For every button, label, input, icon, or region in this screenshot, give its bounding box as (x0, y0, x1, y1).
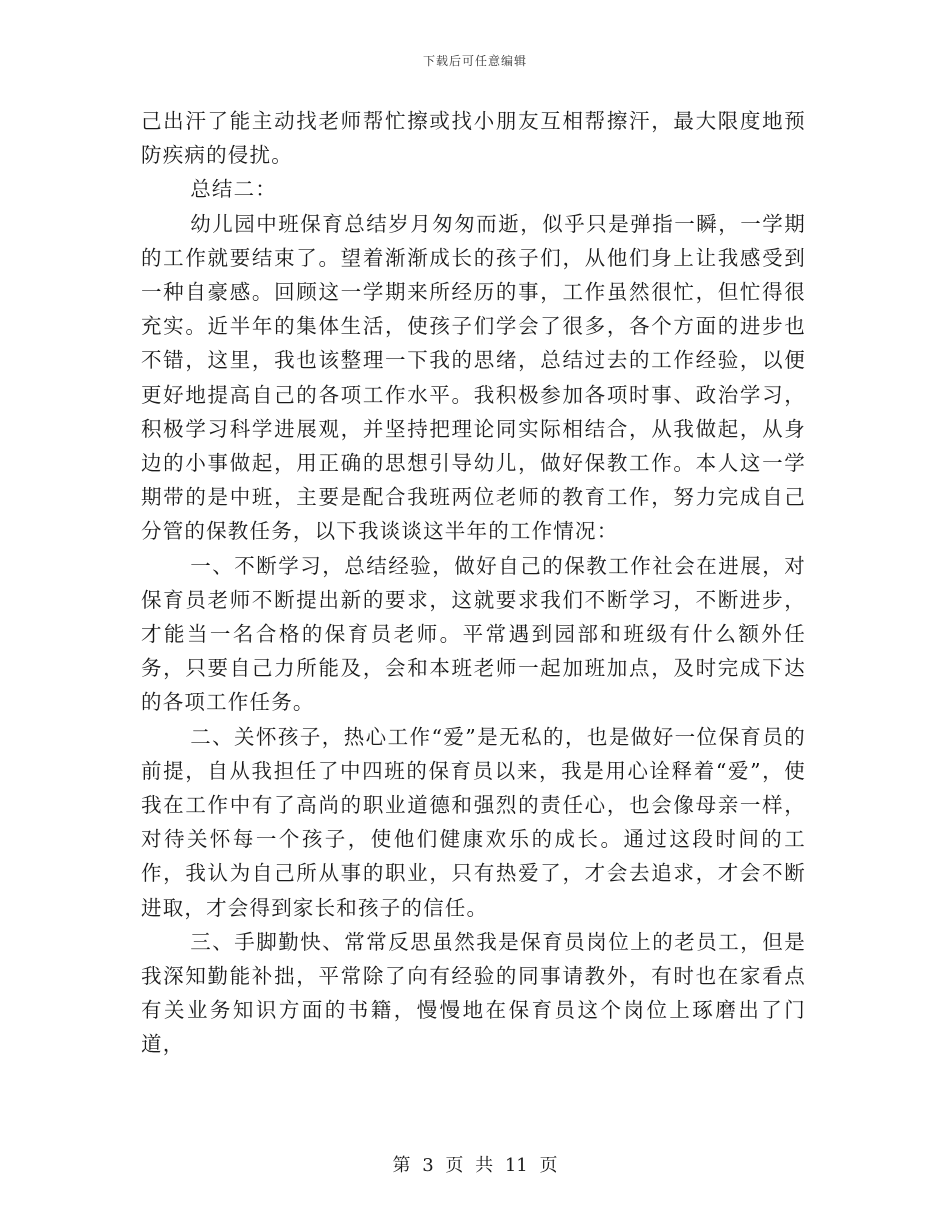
paragraph-point-one: 一、不断学习，总结经验，做好自己的保教工作社会在进展，对保育员老师不断提出新的要求，这就要求我们不断学习，不断进步，才能当一名合格的保育员老师。平常遇到园部和班级有什么额外任务，只要自己力所能及，会和本班老师一起加班加点，及时完成下达的各项工作任务。 (141, 553, 806, 715)
paragraph-intro: 幼儿园中班保育总结岁月匆匆而逝，似乎只是弹指一瞬，一学期的工作就要结束了。望着渐渐成长的孩子们，从他们身上让我感受到一种自豪感。回顾这一学期来所经历的事，工作虽然很忙，但忙得很充实。近半年的集体生活，使孩子们学会了很多，各个方面的进步也不错，这里，我也该整理一下我的思绪，总结过去的工作经验，以便更好地提高自己的各项工作水平。我积极参加各项时事、政治学习，积极学习科学进展观，并坚持把理论同实际相结合，从我做起，从身边的小事做起，用正确的思想引导幼儿，做好保教工作。本人这一学期带的是中班，主要是配合我班两位老师的教育工作，努力完成自己分管的保教任务，以下我谈谈这半年的工作情况： (141, 211, 806, 544)
document-body (141, 104, 806, 1062)
section-heading-summary-two: 总结二： (190, 177, 277, 202)
paragraph-point-three: 三、手脚勤快、常常反思虽然我是保育员岗位上的老员工，但是我深知勤能补拙，平常除了向有经验的同事请教外，有时也在家看点有关业务知识方面的书籍，慢慢地在保育员这个岗位上琢磨出了门道， (141, 929, 806, 1057)
paragraph-continuation: 己出汗了能主动找老师帮忙擦或找小朋友互相帮擦汗，最大限度地预防疾病的侵扰。 (141, 109, 806, 168)
page-header: 下载后可任意编辑 (422, 54, 527, 68)
page-number-footer: 第 3 页 共 11 页 (392, 1155, 558, 1176)
paragraph-point-two: 二、关怀孩子，热心工作“爱”是无私的，也是做好一位保育员的前提，自从我担任了中四班的保育员以来，我是用心诠释着“爱”，使我在工作中有了高尚的职业道德和强烈的责任心，也会像母亲一样，对待关怀每一个孩子，使他们健康欢乐的成长。通过这段时间的工作，我认为自己所从事的职业，只有热爱了，才会去追求，才会不断进取，才会得到家长和孩子的信任。 (141, 724, 806, 920)
